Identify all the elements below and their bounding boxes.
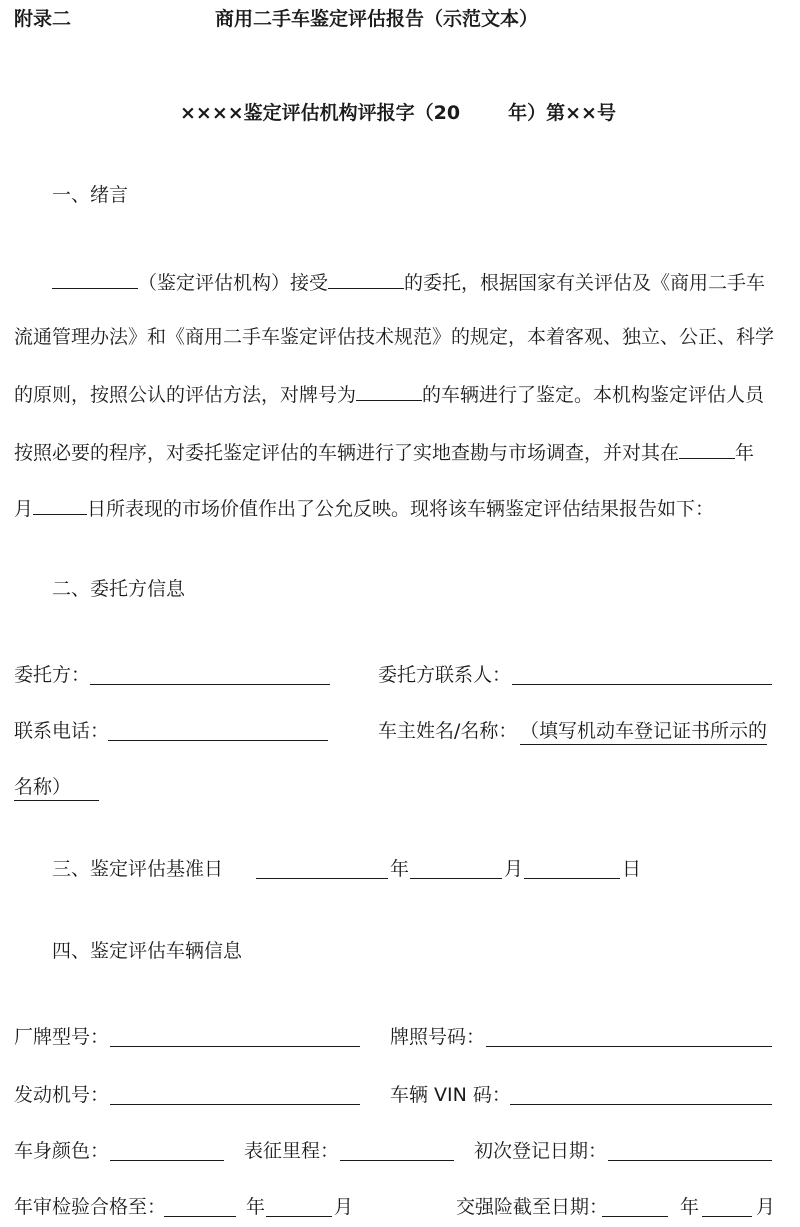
brand-field[interactable] — [110, 1046, 360, 1047]
plate-blank[interactable] — [356, 380, 422, 401]
document-title: 商用二手车鉴定评估报告（示范文本） — [215, 8, 539, 30]
intro-line-2: 流通管理办法》和《商用二手车鉴定评估技术规范》的规定，本着客观、独立、公正、科学 — [14, 326, 775, 348]
section4-heading: 四、鉴定评估车辆信息 — [52, 940, 243, 962]
base-day-label: 日 — [622, 858, 642, 880]
owner-hint[interactable]: （填写机动车登记证书所示的 — [520, 718, 767, 745]
year-blank[interactable] — [679, 438, 735, 459]
plate-field[interactable] — [486, 1046, 772, 1047]
client-label: 委托方： — [14, 664, 91, 686]
day-month-blank[interactable] — [33, 494, 87, 515]
doc-number — [180, 100, 616, 126]
contact-label: 委托方联系人： — [378, 664, 512, 686]
intro-text-1a: （鉴定评估机构）接受 — [138, 272, 329, 294]
intro-text-4a: 按照必要的程序，对委托鉴定评估的车辆进行了实地查勘与市场调查，并对其在 — [14, 442, 680, 464]
insurance-year-field[interactable] — [602, 1216, 668, 1217]
inspection-year-label: 年 — [246, 1196, 266, 1218]
base-year-label: 年 — [390, 858, 410, 880]
base-month-field[interactable] — [410, 878, 502, 879]
intro-line-4 — [14, 438, 754, 466]
base-month-label: 月 — [504, 858, 524, 880]
owner-label: 车主姓名/名称： — [378, 720, 518, 742]
base-year-field[interactable] — [256, 878, 388, 879]
color-field[interactable] — [110, 1160, 224, 1161]
vin-field[interactable] — [510, 1104, 772, 1105]
insurance-year-label: 年 — [680, 1196, 700, 1218]
contact-field[interactable] — [512, 684, 772, 685]
insurance-month-field[interactable] — [702, 1216, 752, 1217]
intro-line-5 — [14, 494, 714, 522]
intro-line-3 — [14, 380, 764, 408]
inspection-month-label: 月 — [334, 1196, 354, 1218]
phone-field[interactable] — [108, 740, 328, 741]
reg-date-field[interactable] — [608, 1160, 772, 1161]
engine-label: 发动机号： — [14, 1084, 110, 1106]
owner-hint-continued[interactable]: 名称） — [14, 774, 99, 801]
intro-text-1b: 的委托，根据国家有关评估及《商用二手车 — [404, 272, 766, 294]
color-label: 车身颜色： — [14, 1140, 110, 1162]
client-field[interactable] — [90, 684, 330, 685]
mileage-field[interactable] — [340, 1160, 454, 1161]
doc-number-suffix: 年）第××号 — [508, 102, 616, 124]
vin-label: 车辆 VIN 码： — [390, 1084, 511, 1106]
intro-text-5a: 月 — [14, 498, 34, 520]
intro-text-3b: 的车辆进行了鉴定。本机构鉴定评估人员 — [422, 384, 765, 406]
plate-label: 牌照号码： — [390, 1026, 486, 1048]
engine-field[interactable] — [110, 1104, 360, 1105]
insurance-month-label: 月 — [756, 1196, 776, 1218]
phone-label: 联系电话： — [14, 720, 110, 742]
inspection-month-field[interactable] — [266, 1216, 332, 1217]
agency-blank[interactable] — [52, 268, 138, 289]
reg-date-label: 初次登记日期： — [474, 1140, 608, 1162]
base-day-field[interactable] — [524, 878, 620, 879]
inspection-year-field[interactable] — [164, 1216, 236, 1217]
intro-line-1 — [52, 268, 765, 296]
section1-heading: 一、绪言 — [52, 184, 129, 206]
intro-text-4b: 年 — [735, 442, 755, 464]
section3-heading: 三、鉴定评估基准日 — [52, 858, 224, 880]
section2-heading: 二、委托方信息 — [52, 578, 186, 600]
client-blank[interactable] — [328, 268, 404, 289]
inspection-label: 年审检验合格至： — [14, 1196, 167, 1218]
insurance-label: 交强险截至日期： — [456, 1196, 609, 1218]
brand-label: 厂牌型号： — [14, 1026, 110, 1048]
intro-text-3a: 的原则，按照公认的评估方法，对牌号为 — [14, 384, 357, 406]
intro-text-5b: 日所表现的市场价值作出了公允反映。现将该车辆鉴定评估结果报告如下： — [87, 498, 715, 520]
appendix-label: 附录二 — [14, 8, 72, 30]
doc-number-prefix: ××××鉴定评估机构评报字（20 — [180, 102, 461, 124]
mileage-label: 表征里程： — [244, 1140, 340, 1162]
